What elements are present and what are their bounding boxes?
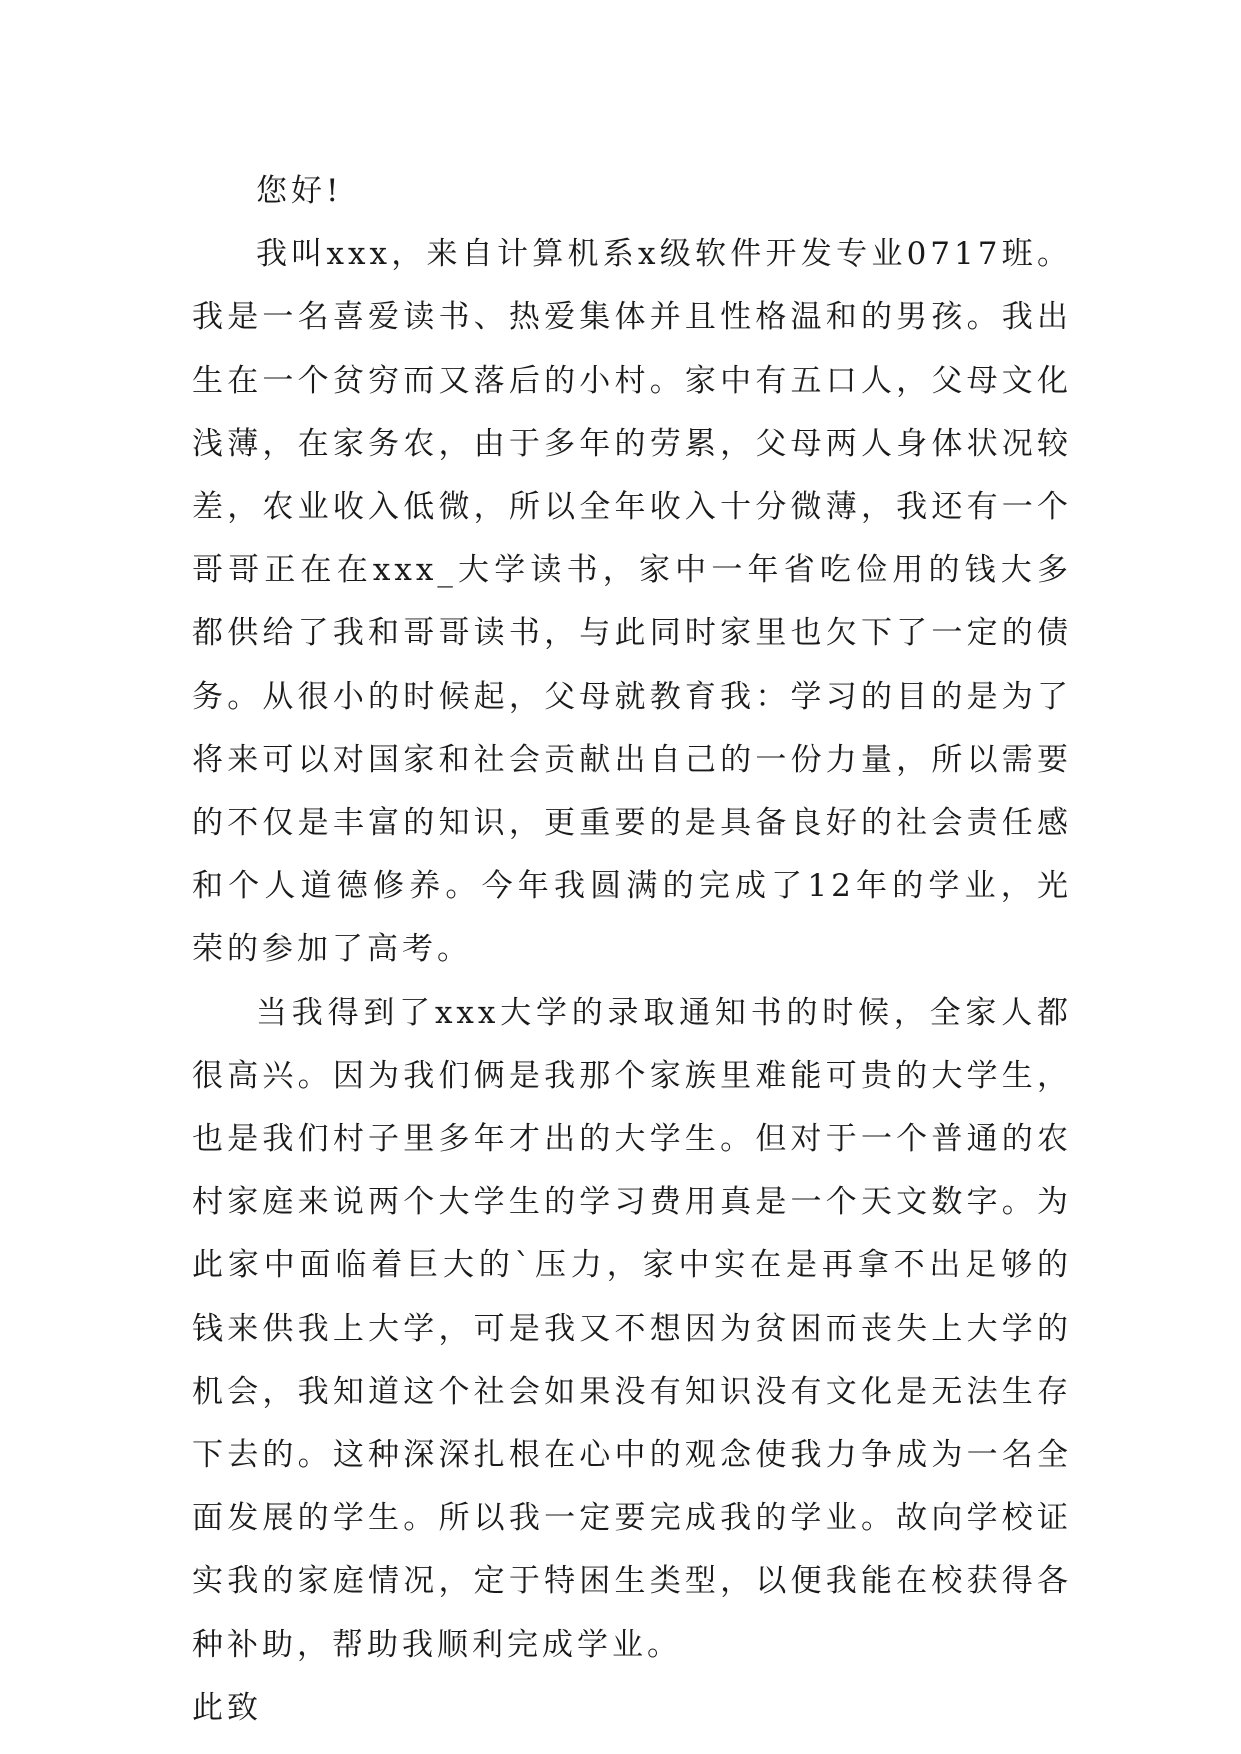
- closing-salutation: 此致: [192, 1689, 262, 1726]
- greeting: 您好!: [256, 173, 343, 209]
- paragraph-request: 当我得到了xxx大学的录取通知书的时候，全家人都很高兴。因为我们俩是我那个家族里难能可贵的大学生，也是我们村子里多年才出的大学生。但对于一个普通的农村家庭来说两个大学生的学习费用真是一个天文数字。为此家中面临着巨大的`压力，家中实在是再拿不出足够的钱来供我上大学，可是我又不想因为贫困而丧失上大学的机会，我知道这个社会如果没有知识没有文化是无法生存下去的。这种深深扎根在心中的观念使我力争成为一名全面发展的学生。所以我一定要完成我的学业。故向学校证实我的家庭情况，定于特困生类型，以便我能在校获得各种补助，帮助我顺利完成学业。: [192, 994, 1072, 1663]
- letter-body: [192, 160, 1072, 1740]
- paragraph-introduction: 我叫xxx，来自计算机系x级软件开发专业0717班。我是一名喜爱读书、热爱集体并且性格温和的男孩。我出生在一个贫穷而又落后的小村。家中有五口人，父母文化浅薄，在家务农，由于多年的劳累，父母两人身体状况较差，农业收入低微，所以全年收入十分微薄，我还有一个哥哥正在在xxx_大学读书，家中一年省吃俭用的钱大多都供给了我和哥哥读书，与此同时家里也欠下了一定的债务。从很小的时候起，父母就教育我：学习的目的是为了将来可以对国家和社会贡献出自己的一份力量，所以需要的不仅是丰富的知识，更重要的是具备良好的社会责任感和个人道德修养。今年我圆满的完成了12年的学业，光荣的参加了高考。: [192, 236, 1072, 968]
